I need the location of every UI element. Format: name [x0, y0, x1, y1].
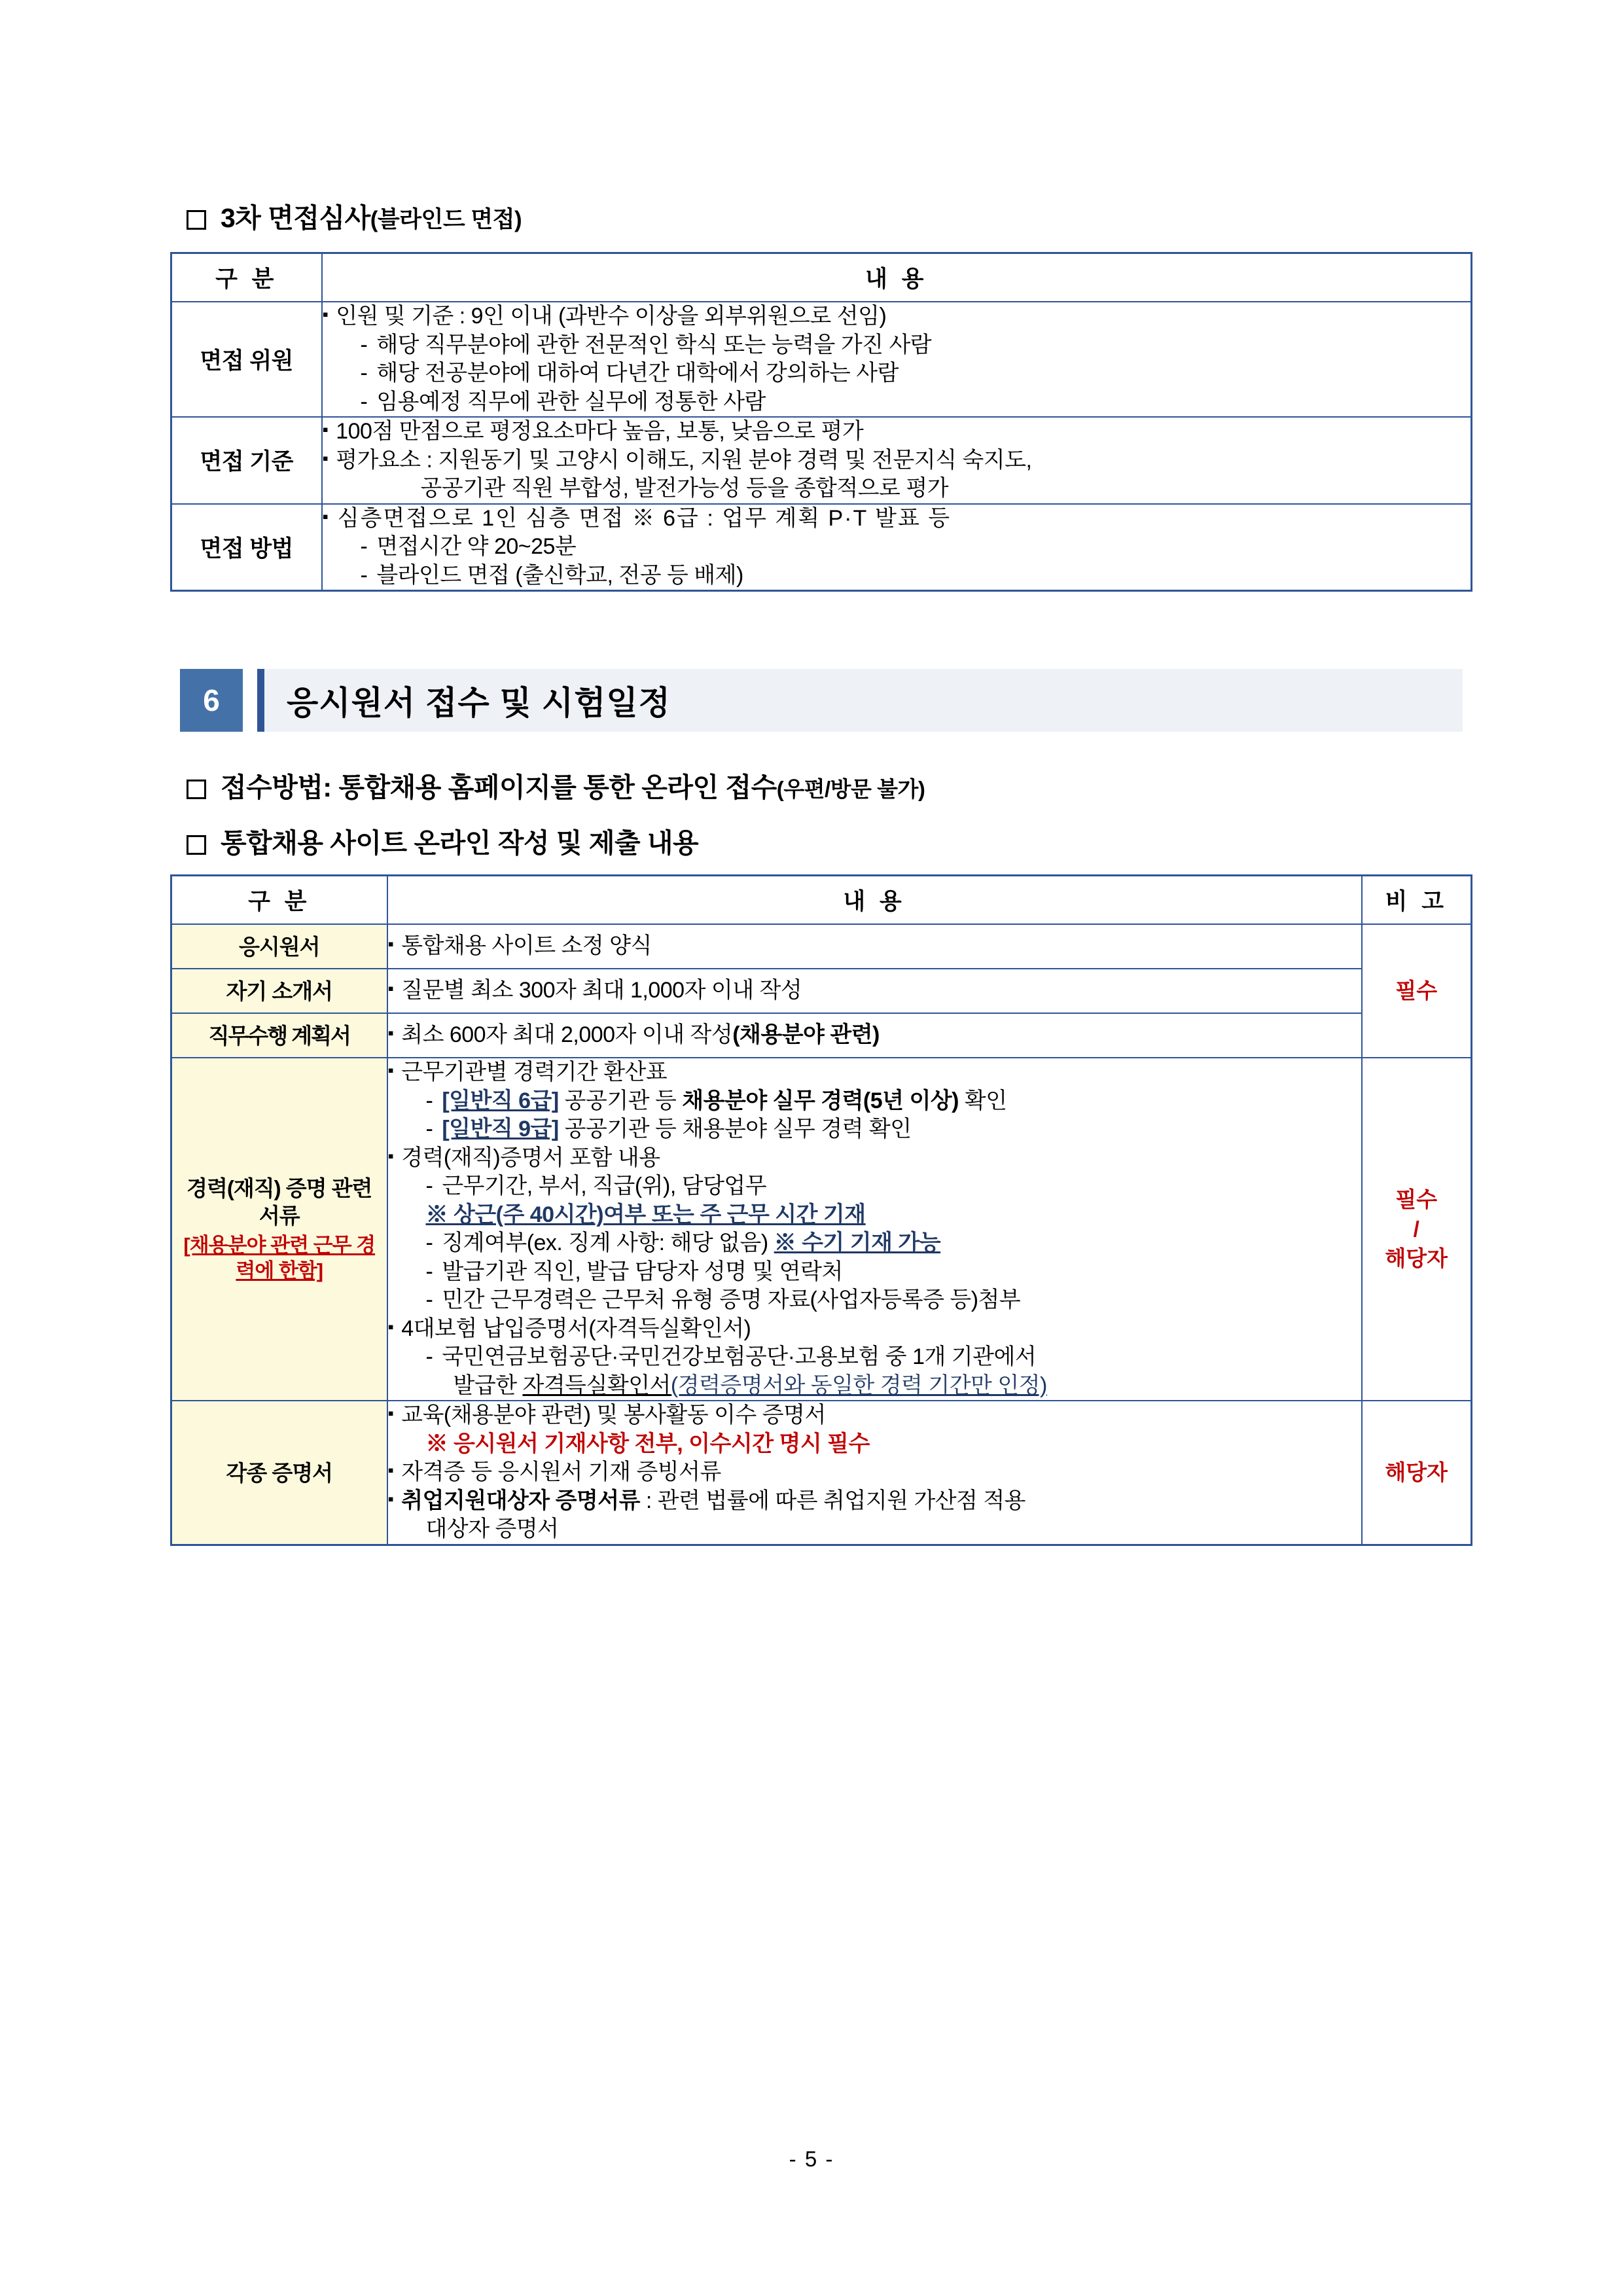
- table-row: [171, 417, 1472, 504]
- submission-documents-table: [170, 874, 1472, 1546]
- line: [388, 1487, 1361, 1516]
- line: - 임용예정 직무에 관한 실무에 정통한 사람: [323, 388, 1471, 417]
- table2-row1-label: 자기 소개서: [171, 969, 387, 1013]
- table-row: [171, 924, 1472, 969]
- line: ▪ 인원 및 기준 : 9인 이내 (과반수 이상을 외부위원으로 선임): [323, 302, 1471, 331]
- note-line2: /: [1413, 1216, 1419, 1241]
- table2-row3-note: [1362, 1058, 1472, 1401]
- heading-online-submission: [187, 821, 1463, 860]
- heading-third-interview: [187, 196, 1463, 235]
- page-number: - 5 -: [789, 2147, 834, 2171]
- table1-row0-label: 면접 위원: [171, 302, 322, 417]
- table2-row3-label: [171, 1058, 387, 1401]
- line: - 블라인드 면접 (출신학교, 전공 등 배제): [323, 562, 1471, 590]
- line-bold-tail: (채용분야 관련): [732, 1022, 880, 1048]
- note-line1: 필수: [1395, 1187, 1438, 1212]
- table1-row2-content: [322, 504, 1472, 591]
- line: - 민간 근무경력은 근무처 유형 증명 자료(사업자등록증 등)첨부: [388, 1286, 1361, 1315]
- line: - 해당 전공분야에 대하여 다년간 대학에서 강의하는 사람: [323, 359, 1471, 388]
- section-number: 6: [180, 669, 243, 732]
- heading-third-interview-main: 3차 면접심사: [221, 203, 370, 233]
- line: ※ 상근(주 40시간)여부 또는 주 근무 시간 기재: [425, 1202, 866, 1227]
- line-text: 최소 600자 최대 2,000자 이내 작성: [401, 1022, 733, 1048]
- checkbox-icon: [187, 780, 206, 799]
- line: - 징계여부(ex. 징계 사항: 해당 없음) ※ 수기 기재 가능: [388, 1229, 1361, 1258]
- table1-row0-content: [322, 302, 1472, 417]
- heading-application-method-text: [221, 766, 925, 804]
- table-row: [171, 969, 1472, 1013]
- line: ▪ 자격증 등 응시원서 기재 증빙서류: [388, 1458, 1361, 1487]
- checkbox-icon: [187, 210, 206, 230]
- table2-row2-label: 직무수행 계획서: [171, 1013, 387, 1058]
- table2-row0-note: 필수: [1362, 924, 1472, 1058]
- table-row: [171, 504, 1472, 591]
- table-header-row: [171, 876, 1472, 925]
- line: ▪ 교육(채용분야 관련) 및 봉사활동 이수 증명서: [388, 1401, 1361, 1430]
- line: - [일반직 6급] 공공기관 등 채용분야 실무 경력(5년 이상) 확인: [388, 1087, 1361, 1116]
- line: - 해당 직무분야에 관한 전문적인 학식 또는 능력을 가진 사람: [323, 331, 1471, 360]
- line: ▪ 통합채용 사이트 소정 양식: [388, 932, 1361, 961]
- interview-criteria-table: [170, 252, 1472, 592]
- line: 대상자 증명서: [425, 1516, 559, 1542]
- heading-third-interview-suffix: (블라인드 면접): [370, 207, 522, 232]
- table-row: [171, 302, 1472, 417]
- line: 공공기관 직원 부합성, 발전가능성 등을 종합적으로 평가: [420, 476, 949, 501]
- line: 발급한 자격득실확인서(경력증명서와 동일한 경력 기간만 인정): [453, 1372, 1047, 1398]
- section-accent-bar: [257, 669, 264, 732]
- table1-row2-label: 면접 방법: [171, 504, 322, 591]
- section-6-banner: [180, 669, 1463, 732]
- checkbox-icon: [187, 835, 206, 855]
- line: ▪ 100점 만점으로 평정요소마다 높음, 보통, 낮음으로 평가: [323, 418, 1471, 446]
- line: ▪ 4대보험 납입증명서(자격득실확인서): [388, 1315, 1361, 1344]
- heading-online-submission-text: 통합채용 사이트 온라인 작성 및 제출 내용: [221, 828, 699, 859]
- table2-row3-label-note: [채용분야 관련 근무 경력에 한함]: [183, 1233, 376, 1282]
- table2-row4-label: 각종 증명서: [171, 1401, 387, 1545]
- line: ▪ 근무기관별 경력기간 환산표: [388, 1058, 1361, 1087]
- table2-row3-content: [387, 1058, 1362, 1401]
- line: - 발급기관 직인, 발급 담당자 성명 및 연락처: [388, 1258, 1361, 1287]
- line: - [일반직 9급] 공공기관 등 채용분야 실무 경력 확인: [388, 1115, 1361, 1144]
- table-row: [171, 1013, 1472, 1058]
- table1-header-gubun: 구 분: [171, 253, 322, 302]
- table2-row1-content: [387, 969, 1362, 1013]
- table-header-row: [171, 253, 1472, 302]
- table1-row1-content: [322, 417, 1472, 504]
- line: - 면접시간 약 20~25분: [323, 533, 1471, 562]
- line: [388, 1021, 1361, 1050]
- line: - 국민연금보험공단·국민건강보험공단·고용보험 중 1개 기관에서: [388, 1343, 1361, 1372]
- line-tail: : 관련 법률에 따른 취업지원 가산점 적용: [639, 1488, 1026, 1513]
- line: - 근무기간, 부서, 직급(위), 담당업무: [388, 1172, 1361, 1201]
- table2-header-note: 비 고: [1362, 876, 1472, 925]
- line: ▪ 평가요소 : 지원동기 및 고양시 이해도, 지원 분야 경력 및 전문지식 숙지도,: [323, 446, 1471, 475]
- table2-row2-content: [387, 1013, 1362, 1058]
- table-row: [171, 1058, 1472, 1401]
- table1-row1-label: 면접 기준: [171, 417, 322, 504]
- section-title: 응시원서 접수 및 시험일정: [264, 669, 1463, 732]
- table2-row0-label: 응시원서: [171, 924, 387, 969]
- line: ▪ 질문별 최소 300자 최대 1,000자 이내 작성: [388, 977, 1361, 1005]
- note-line3: 해당자: [1385, 1246, 1448, 1270]
- table2-row3-label-line1: 경력(재직) 증명 관련 서류: [187, 1176, 372, 1228]
- table2-header-gubun: 구 분: [171, 876, 387, 925]
- table2-header-content: 내 용: [387, 876, 1362, 925]
- table2-row0-content: [387, 924, 1362, 969]
- heading-application-method: [187, 766, 1463, 804]
- table2-row4-note: 해당자: [1362, 1401, 1472, 1545]
- line: ▪ 경력(재직)증명서 포함 내용: [388, 1144, 1361, 1173]
- table1-header-content: 내 용: [322, 253, 1472, 302]
- table2-row4-content: [387, 1401, 1362, 1545]
- heading-third-interview-title: [221, 196, 522, 235]
- line: ※ 응시원서 기재사항 전부, 이수시간 명시 필수: [425, 1431, 870, 1456]
- line-bold-head: 취업지원대상자 증명서류: [401, 1488, 640, 1513]
- heading-application-method-suffix: (우편/방문 불가): [776, 777, 925, 802]
- line: ▪ 심층면접으로 1인 심층 면접 ※ 6급 : 업무 계획 P·T 발표 등: [323, 505, 1471, 533]
- heading-application-method-main: 접수방법: 통합채용 홈페이지를 통한 온라인 접수: [221, 772, 777, 803]
- table-row: [171, 1401, 1472, 1545]
